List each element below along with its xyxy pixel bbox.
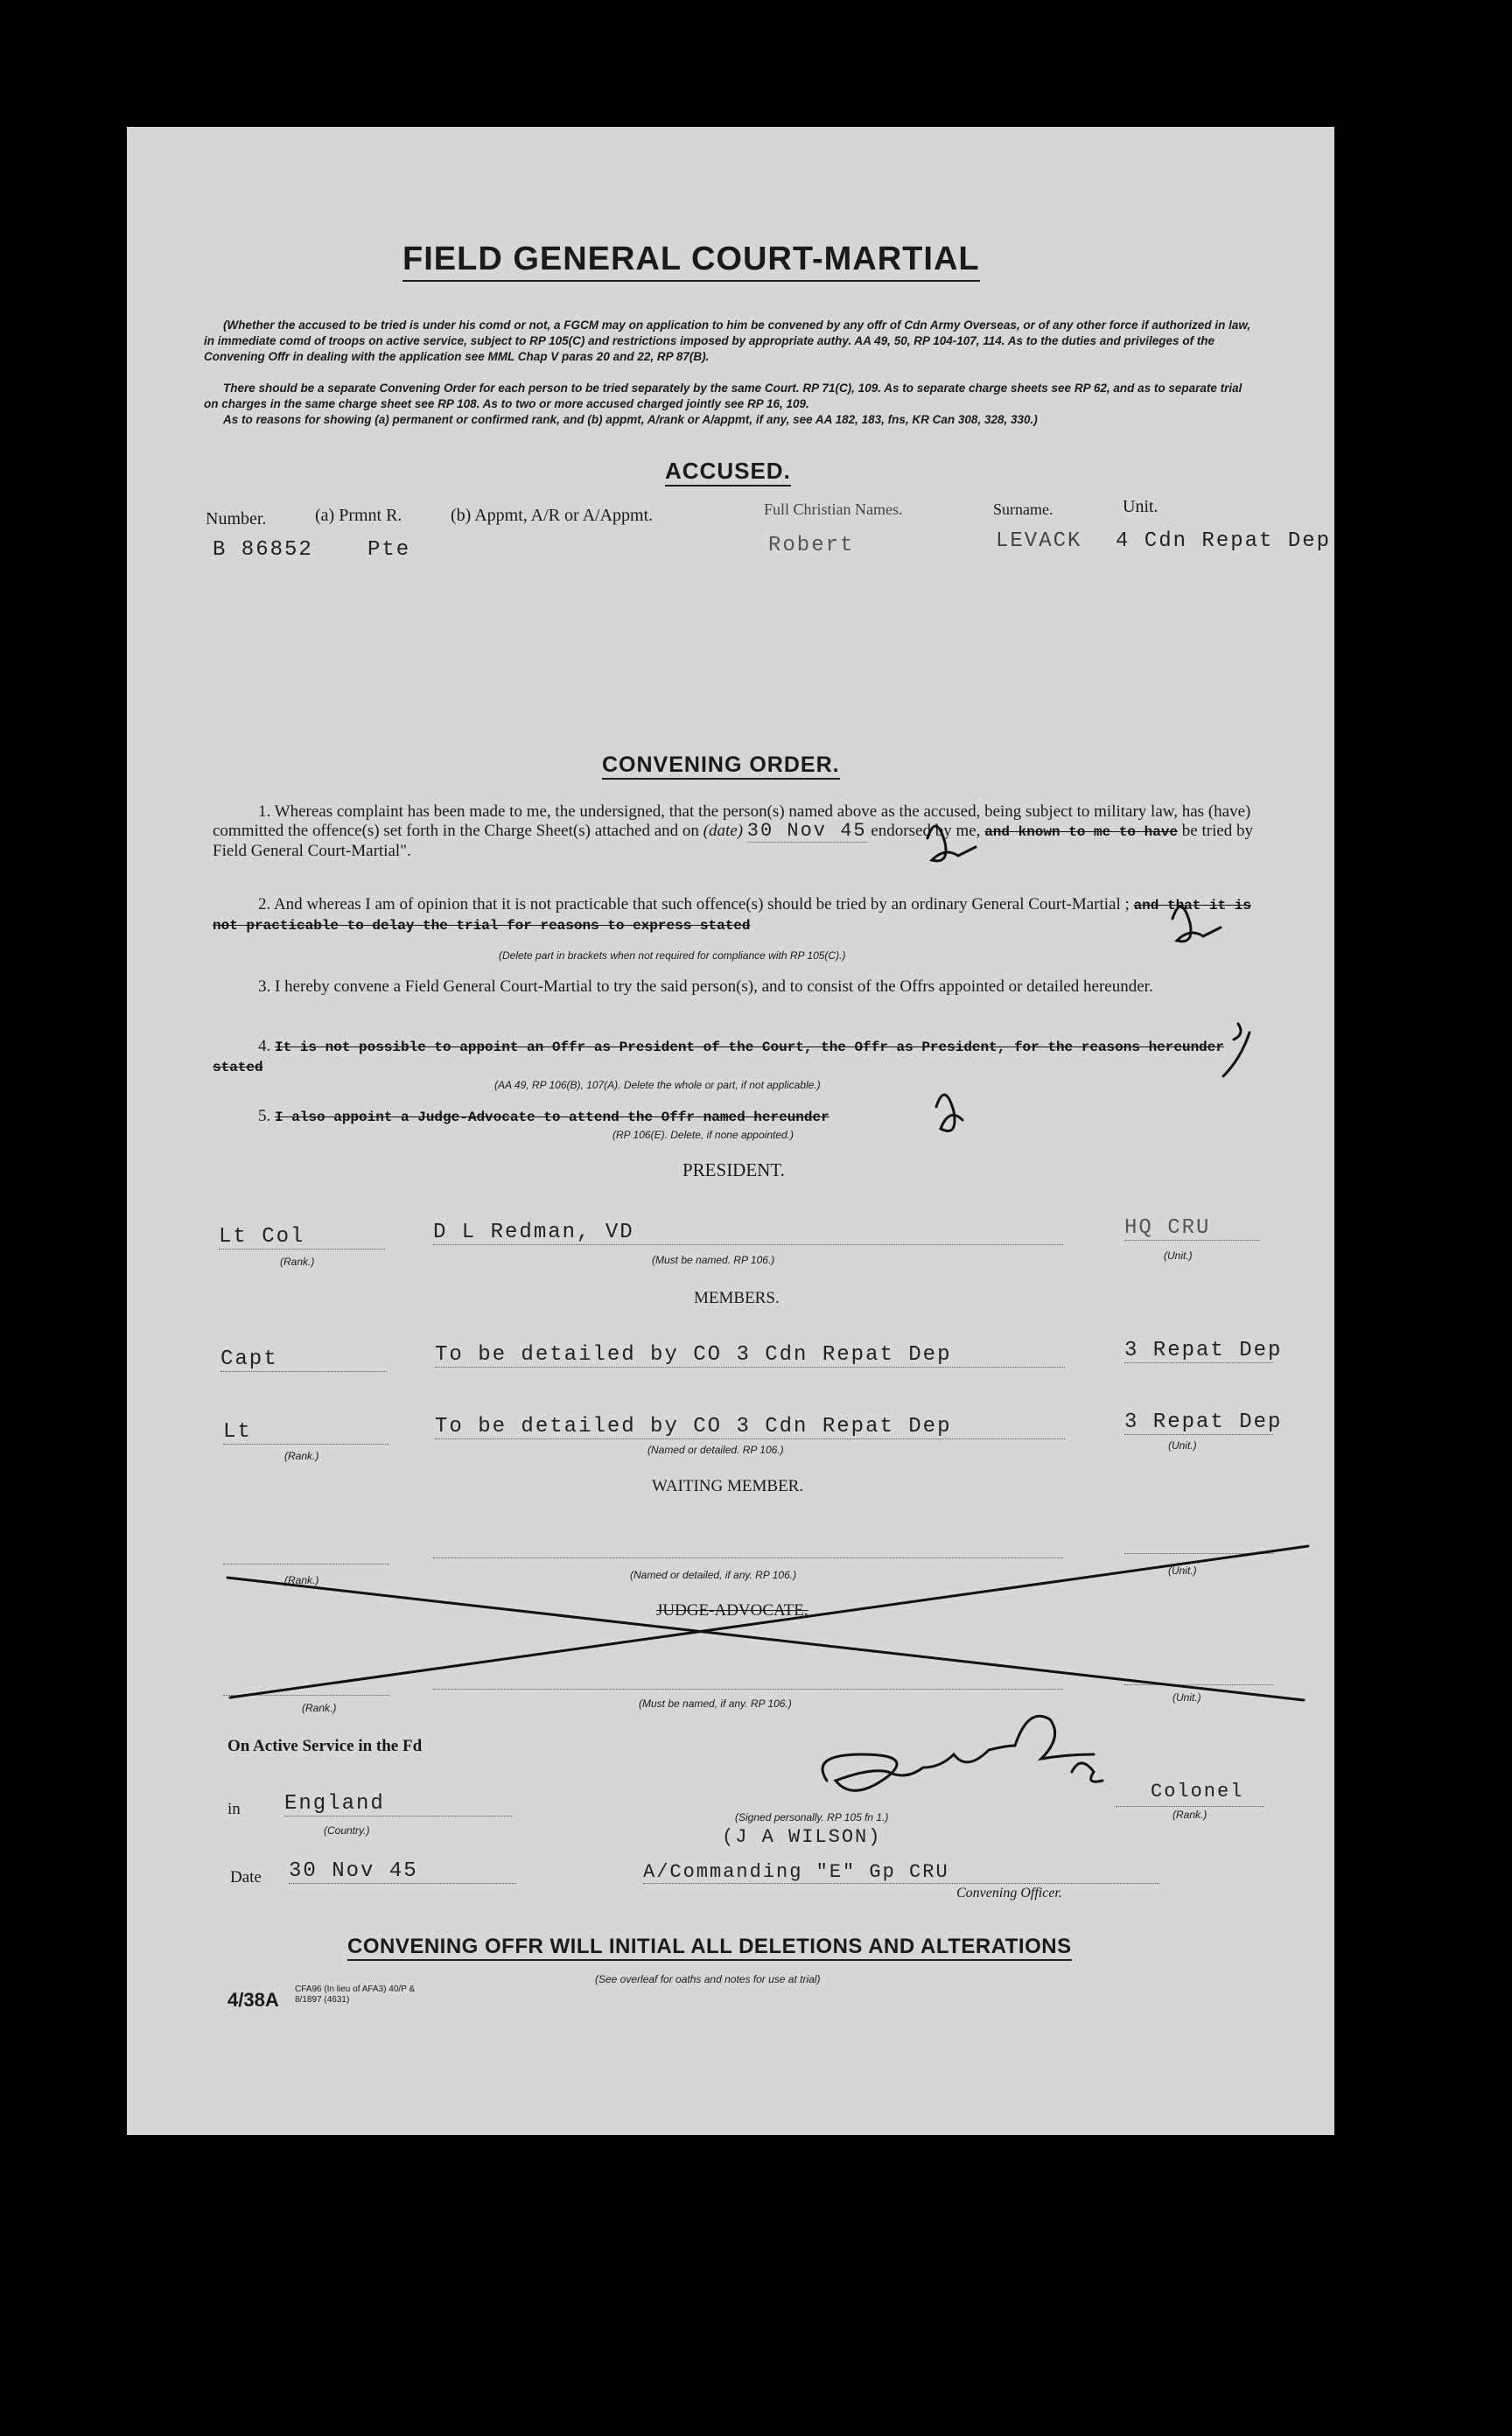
col-unit-label: Unit. [1123, 497, 1158, 516]
p4-note: (AA 49, RP 106(B), 107(A). Delete the whole or part, if not applicable.) [494, 1079, 821, 1091]
signed-personally-label: (Signed personally. RP 105 fn 1.) [735, 1811, 889, 1824]
active-service-text: On Active Service in the Fd [228, 1737, 423, 1755]
accused-names: Robert [768, 534, 855, 557]
footer-instruction: CONVENING OFFR WILL INITIAL ALL DELETIONS AND ALTERATIONS [347, 1935, 1072, 1961]
accused-number: B 86852 [213, 538, 313, 562]
pen-marks [127, 127, 1334, 2135]
convening-officer-rank: Colonel [1151, 1781, 1244, 1802]
p1-date-label: (date) [703, 822, 744, 840]
president-heading: PRESIDENT. [682, 1159, 785, 1180]
order-date: 30 Nov 45 [289, 1859, 516, 1884]
p2-note: (Delete part in brackets when not required for compliance with RP 105(C).) [499, 949, 846, 962]
intro-paragraph-1: (Whether the accused to be tried is under his comd or not, a FGCM may on application to him be convened by any offr of Cdn Army Overseas, or of any other force if authorized in law, in immediate comd of troops on active service, subject to RP 105(C) and restrictions imposed by appropriate authy. AA 49, 50, RP 104-107, 114. As to the duties and privileges of the Convening Offr in dealing with the application see MML Chap V paras 20 and 22, RP 87(B). [204, 318, 1251, 363]
date-label: Date [230, 1868, 262, 1886]
p1-date: 30 Nov 45 [746, 820, 867, 842]
judge-name-label: (Must be named, if any. RP 106.) [639, 1698, 792, 1710]
judge-unit-label: (Unit.) [1172, 1691, 1201, 1704]
form-title: FIELD GENERAL COURT-MARTIAL [402, 241, 980, 282]
waiting-cross-line-2 [230, 1546, 1308, 1698]
member-1-unit: 3 Repat Dep [1124, 1339, 1283, 1362]
member-2-name: To be detailed by CO 3 Cdn Repat Dep [435, 1415, 1065, 1439]
p5-number: 5. [258, 1107, 271, 1125]
convening-officer-name: (J A WILSON) [722, 1826, 882, 1848]
col-appmt-label: (b) Appmt, A/R or A/Appmt. [451, 506, 654, 525]
member-2-rank: Lt [223, 1420, 389, 1445]
waiting-cross-line-1 [228, 1578, 1304, 1700]
p5-struck-text: I also appoint a Judge-Advocate to attend the Offr named hereunder [275, 1110, 830, 1125]
accused-unit: 4 Cdn Repat Dep [1116, 529, 1332, 553]
member-2-unit: 3 Repat Dep [1124, 1410, 1283, 1434]
convening-officer-signature [822, 1716, 1094, 1790]
country-value: England [284, 1792, 512, 1816]
intro-paragraph-2: There should be a separate Convening Order for each person to be tried separately by the same Court. RP 71(C), 109. As to separate charge sheets see RP 62, and as to separate trial on charges in the same charge sheet see RP 108. As to two or more accused charged jointly see RP 16, 109. [204, 382, 1242, 410]
president-unit-label: (Unit.) [1164, 1250, 1193, 1262]
order-paragraph-3: 3. I hereby convene a Field General Court-Martial to try the said person(s), and to consist of the Offrs appointed or detailed hereunder. [258, 977, 1153, 996]
waiting-rank-label: (Rank.) [284, 1574, 319, 1586]
p1-text-a: 1. Whereas complaint has been made to me, the undersigned, that the person(s) named above as the accused, being subject to military law, has (have) committed the offence(s) set forth in the Charge Sheet(s) attached and on [213, 802, 1251, 840]
signature-flourish [1072, 1763, 1102, 1782]
member-1-name: To be detailed by CO 3 Cdn Repat Dep [435, 1343, 1065, 1368]
p2-struck-text: and that it is not practicable to delay the trial for reasons to express stated [213, 898, 1251, 934]
p2-text: 2. And whereas I am of opinion that it is not practicable that such offence(s) should be tried by an ordinary General Court-Martial ; [258, 895, 1130, 914]
members-unit-label: (Unit.) [1168, 1439, 1197, 1452]
col-number-label: Number. [206, 509, 267, 528]
convening-officer-label: Convening Officer. [956, 1886, 1062, 1900]
initials-mark-2 [1172, 906, 1221, 942]
col-surname-label: Surname. [993, 500, 1054, 518]
judge-advocate-heading: JUDGE-ADVOCATE. [656, 1601, 808, 1620]
col-names-label: Full Christian Names. [764, 500, 903, 518]
p1-text-b: endorsed by me, [871, 822, 981, 840]
initials-mark-1 [928, 826, 976, 861]
p4-struck-text: It is not possible to appoint an Offr as President of the Court, the Offr as President, for the reasons hereunder stated [213, 1040, 1224, 1075]
p1-struck-text: and known to me to have [984, 824, 1179, 840]
overleaf-note: (See overleaf for oaths and notes for use at trial) [595, 1973, 821, 1985]
president-name-label: (Must be named. RP 106.) [652, 1254, 775, 1266]
president-name: D L Redman, VD [433, 1221, 1063, 1245]
president-rank: Lt Col [219, 1225, 385, 1250]
initials-mark-4 [936, 1095, 962, 1130]
president-rank-label: (Rank.) [280, 1256, 315, 1268]
accused-rank: Pte [368, 538, 411, 562]
president-unit: HQ CRU [1124, 1216, 1260, 1241]
convening-officer-appointment: A/Commanding "E" Gp CRU [643, 1861, 1159, 1884]
member-1-rank: Capt [220, 1348, 387, 1372]
country-in-label: in [228, 1800, 241, 1818]
members-rank-label: (Rank.) [284, 1450, 319, 1462]
col-rank-label: (a) Prmnt R. [315, 506, 402, 525]
members-name-label: (Named or detailed. RP 106.) [648, 1444, 784, 1456]
intro-paragraph-3: As to reasons for showing (a) permanent or confirmed rank, and (b) appmt, A/rank or A/appmt, if any, see AA 182, 183, fns, KR Can 308, 328, 330.) [223, 413, 1038, 426]
form-sheet [127, 127, 1334, 2135]
members-heading: MEMBERS. [694, 1289, 780, 1307]
form-sub-number: CFA96 (In lieu of AFA3) 40/P & 8/1897 (4631) [295, 1984, 416, 2005]
accused-heading: ACCUSED. [665, 458, 791, 486]
accused-surname: LEVACK [996, 529, 1082, 553]
convening-order-heading: CONVENING ORDER. [602, 752, 840, 780]
waiting-member-heading: WAITING MEMBER. [652, 1477, 804, 1495]
form-number: 4/38A [228, 1989, 279, 2011]
initials-mark-3 [1223, 1024, 1250, 1076]
country-label: (Country.) [324, 1824, 370, 1837]
p4-number: 4. [258, 1037, 271, 1055]
convening-officer-rank-label: (Rank.) [1172, 1809, 1208, 1821]
p1-text-c: be tried by Field General Court-Martial". [213, 822, 1254, 860]
judge-rank-label: (Rank.) [302, 1702, 337, 1714]
waiting-name-label: (Named or detailed, if any. RP 106.) [630, 1569, 797, 1581]
p5-note: (RP 106(E). Delete, if none appointed.) [612, 1129, 794, 1141]
waiting-unit-label: (Unit.) [1168, 1564, 1197, 1577]
